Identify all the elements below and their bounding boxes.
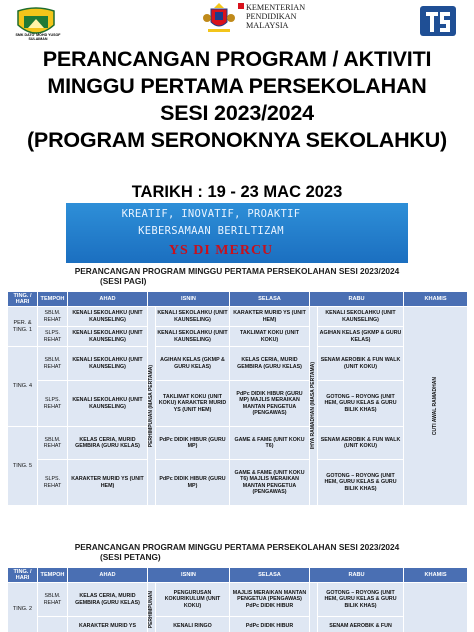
table-row bbox=[8, 381, 468, 427]
isnin-cell: KENALI SEKOLAHKU (UNIT KAUNSELING) bbox=[156, 307, 230, 327]
isnin-cell: PdPc DIDIK HIBUR (GURU MP) bbox=[156, 427, 230, 460]
selasa-cell: TAKLIMAT KOKU (UNIT KOKU) bbox=[230, 327, 310, 347]
vertical-isnin: PERHIMPUNAN (MASA PERTAMA) bbox=[148, 307, 156, 506]
pagi-title: PERANCANGAN PROGRAM MINGGU PERTAMA PERSEKOLAHAN SESI 2023/2024 bbox=[74, 266, 400, 276]
pagi-header-row bbox=[8, 292, 468, 307]
vertical-khamis: CUTI AWAL RAMADHAN bbox=[404, 307, 468, 506]
vertical-selasa: IHYA RAMADHAN (MASA PERTAMA) bbox=[310, 307, 318, 506]
tempoh-cell: SBLM. REHAT bbox=[38, 427, 68, 460]
malaysia-crest-icon bbox=[202, 2, 236, 34]
ministry-line1: KEMENTERIAN bbox=[246, 3, 306, 12]
petang-schedule-table bbox=[7, 567, 468, 632]
title-line1: PERANCANGAN PROGRAM / AKTIVITI bbox=[42, 47, 432, 71]
ahad-cell: KENALI SEKOLAHKU (UNIT KAUNSELING) bbox=[68, 381, 148, 427]
isnin-cell: PdPc DIDIK HIBUR (GURU MP) bbox=[156, 460, 230, 506]
col-khamis: KHAMIS bbox=[404, 568, 468, 583]
pagi-subtitle: (SESI PAGI) bbox=[100, 275, 147, 286]
selasa-cell: MAJLIS MERAIKAN MANTAN PENGETUA (PENGAWAS) PdPc DIDIK HIBUR bbox=[230, 583, 310, 617]
rabu-cell: SENAM AEROBIK & FUN bbox=[318, 617, 404, 632]
selasa-cell: PdPc DIDIK HIBUR (GURU MP) MAJLIS MERAIKAN MANTAN PENGETUA (PENGAWAS) bbox=[230, 381, 310, 427]
rabu-cell: AGIHAN KELAS (GKMP & GURU KELAS) bbox=[318, 327, 404, 347]
tempoh-cell: SLPS. REHAT bbox=[38, 381, 68, 427]
date-label: TARIKH : 19 - 23 MAC 2023 bbox=[131, 183, 343, 201]
ministry-line2: PENDIDIKAN bbox=[246, 12, 297, 21]
col-rabu: RABU bbox=[310, 568, 404, 583]
title-line3: SESI 2023/2024 bbox=[160, 101, 314, 125]
isnin-cell: KENALI SEKOLAHKU (UNIT KAUNSELING) bbox=[156, 327, 230, 347]
col-isnin: ISNIN bbox=[148, 568, 230, 583]
col-ahad: AHAD bbox=[68, 292, 148, 307]
header-bar bbox=[0, 0, 474, 46]
col-ting: TING. / HARI bbox=[8, 292, 38, 307]
tempoh-cell bbox=[38, 617, 68, 632]
ministry-line3: MALAYSIA bbox=[246, 21, 289, 30]
petang-section-title bbox=[0, 543, 474, 562]
pagi-section-title bbox=[0, 267, 474, 286]
isnin-cell: PENGURUSAN KOKURIKULUM (UNIT KOKU) bbox=[156, 583, 230, 617]
right-logo-icon bbox=[418, 4, 458, 38]
table-row bbox=[8, 617, 468, 632]
col-isnin: ISNIN bbox=[148, 292, 230, 307]
ting-cell: TING. 4 bbox=[8, 347, 38, 427]
title-line4: (PROGRAM SERONOKNYA SEKOLAHKU) bbox=[26, 128, 448, 152]
ministry-name bbox=[238, 3, 305, 30]
motto-line1: KREATIF, INOVATIF, PROAKTIF bbox=[121, 208, 301, 220]
isnin-cell: TAKLIMAT KOKU (UNIT KOKU) KARAKTER MURID YS (UNIT HEM) bbox=[156, 381, 230, 427]
selasa-cell: GAME & FAME (UNIT KOKU T6) MAJLIS MERAIKAN MANTAN PENGETUA (PENGAWAS) bbox=[230, 460, 310, 506]
petang-title: PERANCANGAN PROGRAM MINGGU PERTAMA PERSEKOLAHAN SESI 2023/2024 bbox=[74, 542, 400, 552]
tempoh-cell: SBLM. REHAT bbox=[38, 347, 68, 381]
tempoh-cell: SBLM. REHAT bbox=[38, 583, 68, 617]
ahad-cell: KENALI SEKOLAHKU (UNIT KAUNSELING) bbox=[68, 327, 148, 347]
vertical-isnin: PERHIMPUNAN bbox=[148, 583, 156, 632]
vertical-selasa bbox=[310, 583, 318, 632]
col-selasa: SELASA bbox=[230, 292, 310, 307]
ahad-cell: KELAS CERIA, MURID GEMBIRA (GURU KELAS) bbox=[68, 583, 148, 617]
motto-line3: YS DI MERCU bbox=[168, 243, 274, 258]
rabu-cell: SENAM AEROBIK & FUN WALK (UNIT KOKU) bbox=[318, 347, 404, 381]
rabu-cell: SENAM AEROBIK & FUN WALK (UNIT KOKU) bbox=[318, 427, 404, 460]
khamis-cell bbox=[404, 583, 468, 632]
ahad-cell: KELAS CERIA, MURID GEMBIRA (GURU KELAS) bbox=[68, 427, 148, 460]
table-row bbox=[8, 427, 468, 460]
col-ting: TING. / HARI bbox=[8, 568, 38, 583]
selasa-cell: KARAKTER MURID YS (UNIT HEM) bbox=[230, 307, 310, 327]
col-tempoh: TEMPOH bbox=[38, 568, 68, 583]
selasa-cell: KELAS CERIA, MURID GEMBIRA (GURU KELAS) bbox=[230, 347, 310, 381]
table-row bbox=[8, 307, 468, 327]
tempoh-cell: SBLM. REHAT bbox=[38, 307, 68, 327]
col-khamis: KHAMIS bbox=[404, 292, 468, 307]
petang-header-row bbox=[8, 568, 468, 583]
selasa-cell: GAME & FAME (UNIT KOKU T6) bbox=[230, 427, 310, 460]
petang-subtitle: (SESI PETANG) bbox=[100, 551, 161, 562]
rabu-cell: GOTONG – ROYONG (UNIT HEM, GURU KELAS & GURU BILIK KHAS) bbox=[318, 583, 404, 617]
col-rabu: RABU bbox=[310, 292, 404, 307]
tempoh-cell: SLPS. REHAT bbox=[38, 460, 68, 506]
col-selasa: SELASA bbox=[230, 568, 310, 583]
ting-cell: TING. 5 bbox=[8, 427, 38, 506]
isnin-cell: KENALI RINGO bbox=[156, 617, 230, 632]
title-line2: MINGGU PERTAMA PERSEKOLAHAN bbox=[47, 74, 427, 98]
table-row bbox=[8, 347, 468, 381]
table-row bbox=[8, 460, 468, 506]
rabu-cell: KENALI SEKOLAHKU (UNIT KAUNSELING) bbox=[318, 307, 404, 327]
col-tempoh: TEMPOH bbox=[38, 292, 68, 307]
ahad-cell: KARAKTER MURID YS bbox=[68, 617, 148, 632]
tempoh-cell: SLPS. REHAT bbox=[38, 327, 68, 347]
isnin-cell: AGIHAN KELAS (GKMP & GURU KELAS) bbox=[156, 347, 230, 381]
ahad-cell: KENALI SEKOLAHKU (UNIT KAUNSELING) bbox=[68, 347, 148, 381]
page-title bbox=[0, 46, 474, 154]
ahad-cell: KARAKTER MURID YS (UNIT HEM) bbox=[68, 460, 148, 506]
col-ahad: AHAD bbox=[68, 568, 148, 583]
school-logo-text: SMK DATO' MOHD YUSOF SULAIMAN bbox=[15, 33, 61, 41]
table-row bbox=[8, 583, 468, 617]
pagi-schedule-table bbox=[7, 291, 468, 506]
rabu-cell: GOTONG – ROYONG (UNIT HEM, GURU KELAS & GURU BILIK KHAS) bbox=[318, 381, 404, 427]
ting-cell: TING. 2 bbox=[8, 583, 38, 632]
table-row bbox=[8, 327, 468, 347]
motto-line2: KEBERSAMAAN BERILTIZAM bbox=[138, 225, 284, 237]
motto-banner bbox=[66, 203, 408, 263]
ting-cell: PER. & TING. 1 bbox=[8, 307, 38, 347]
ahad-cell: KENALI SEKOLAHKU (UNIT KAUNSELING) bbox=[68, 307, 148, 327]
rabu-cell: GOTONG – ROYONG (UNIT HEM, GURU KELAS & GURU BILIK KHAS) bbox=[318, 460, 404, 506]
selasa-cell: PdPc DIDIK HIBUR bbox=[230, 617, 310, 632]
